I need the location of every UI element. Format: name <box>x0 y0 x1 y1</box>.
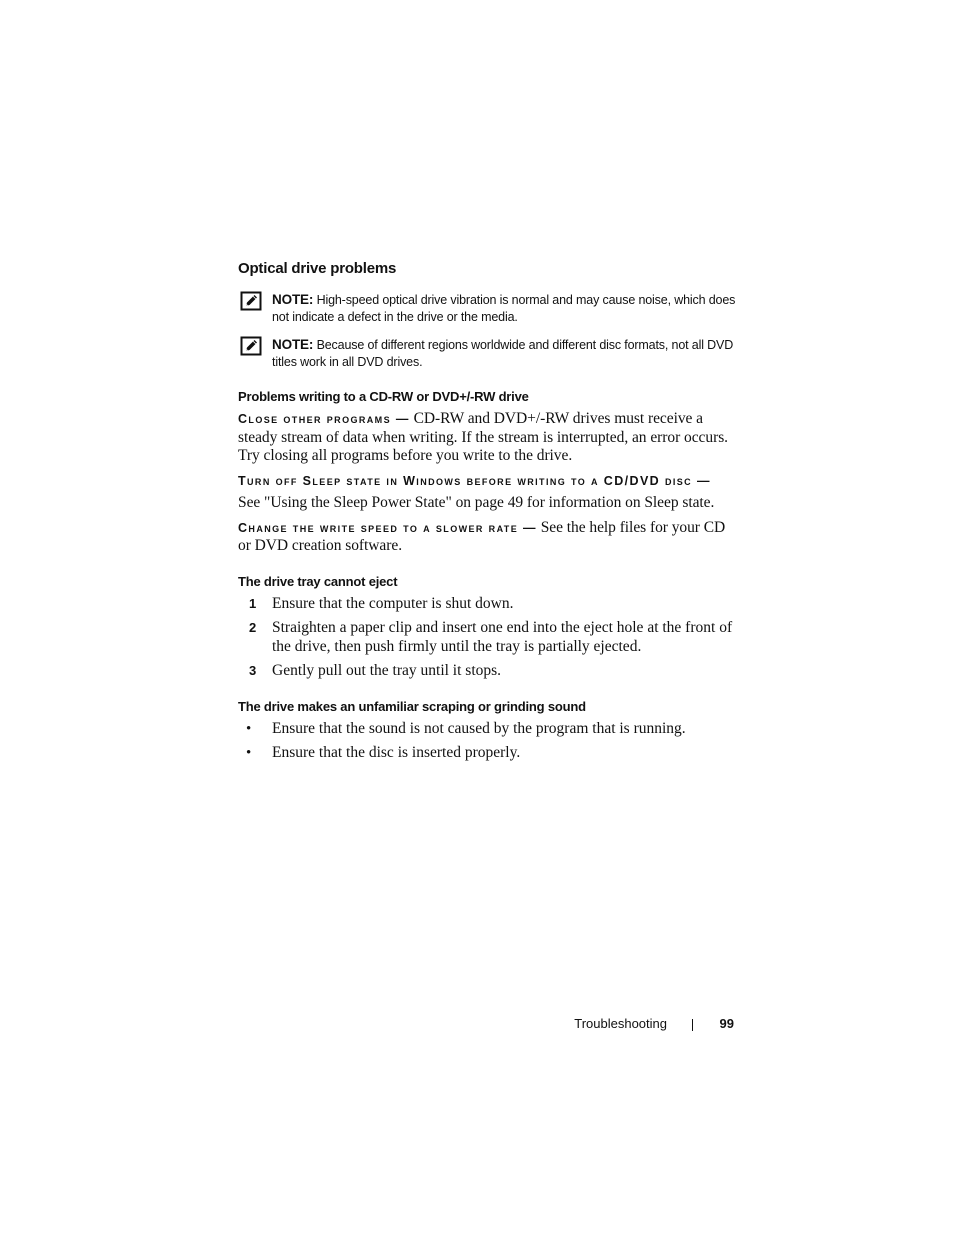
cdrw-item-close-programs <box>238 410 736 466</box>
list-item <box>238 744 736 763</box>
note-text: Because of different regions worldwide and different disc formats, not all DVD titles work in all DVD drives. <box>272 338 734 369</box>
section-title: Optical drive problems <box>238 260 397 277</box>
note-2 <box>238 336 736 371</box>
note-1 <box>238 291 736 326</box>
page-footer <box>538 1014 736 1034</box>
cdrw-heading: Problems writing to a CD-RW or DVD+/-RW drive <box>238 389 529 404</box>
step-text: Ensure that the computer is shut down. <box>272 594 514 612</box>
step-text: Straighten a paper clip and insert one end into the eject hole at the front of the drive, then push firmly until the tray is partially ejected. <box>272 619 733 655</box>
item-lead: Close other programs — <box>238 412 410 426</box>
noise-heading: The drive makes an unfamiliar scraping or grinding sound <box>238 698 586 714</box>
note-pencil-icon <box>240 291 262 311</box>
item-text: See "Using the Sleep Power State" on page 49 for information on Sleep state. <box>238 494 715 511</box>
bullet-text: Ensure that the disc is inserted properly. <box>272 744 521 761</box>
list-item <box>238 720 736 739</box>
tray-heading: The drive tray cannot eject <box>238 573 398 589</box>
bullet-symbol: • <box>246 745 252 761</box>
footer-separator <box>692 1019 693 1031</box>
note-label: NOTE: <box>272 292 314 307</box>
tray-steps <box>238 595 736 681</box>
footer-section-name: Troubleshooting <box>574 1016 667 1031</box>
step-number: 1 <box>249 595 257 611</box>
bullet-symbol: • <box>246 720 252 737</box>
item-text: CD-RW and DVD+/-RW drives must receive a steady stream of data when writing. If the stream is interrupted, an error occurs. Try closing all programs before you write to the drive. <box>238 410 729 464</box>
step-text: Gently pull out the tray until it stops. <box>272 662 502 679</box>
step-number: 3 <box>249 663 257 678</box>
note-pencil-icon <box>240 336 262 356</box>
step-number: 2 <box>249 620 257 635</box>
list-item <box>238 595 736 614</box>
cdrw-item-sleep-state-text <box>238 494 736 513</box>
bullet-text: Ensure that the sound is not caused by the program that is running. <box>272 719 686 737</box>
note-label: NOTE: <box>272 337 314 352</box>
list-item <box>238 619 736 656</box>
item-text: See the help files for your CD or DVD creation software. <box>238 518 726 554</box>
page-number: 99 <box>719 1016 734 1031</box>
note-text: High-speed optical drive vibration is normal and may cause noise, which does not indicate a defect in the drive or the media. <box>272 293 736 324</box>
list-item <box>238 662 736 681</box>
item-lead: Turn off Sleep state in Windows before writing to a CD/DVD disc — <box>238 473 711 488</box>
cdrw-item-sleep-state-lead <box>238 472 736 491</box>
cdrw-item-write-speed <box>238 519 736 556</box>
noise-bullets <box>238 720 736 763</box>
item-lead: Change the write speed to a slower rate — <box>238 520 537 535</box>
page-content <box>238 258 736 769</box>
